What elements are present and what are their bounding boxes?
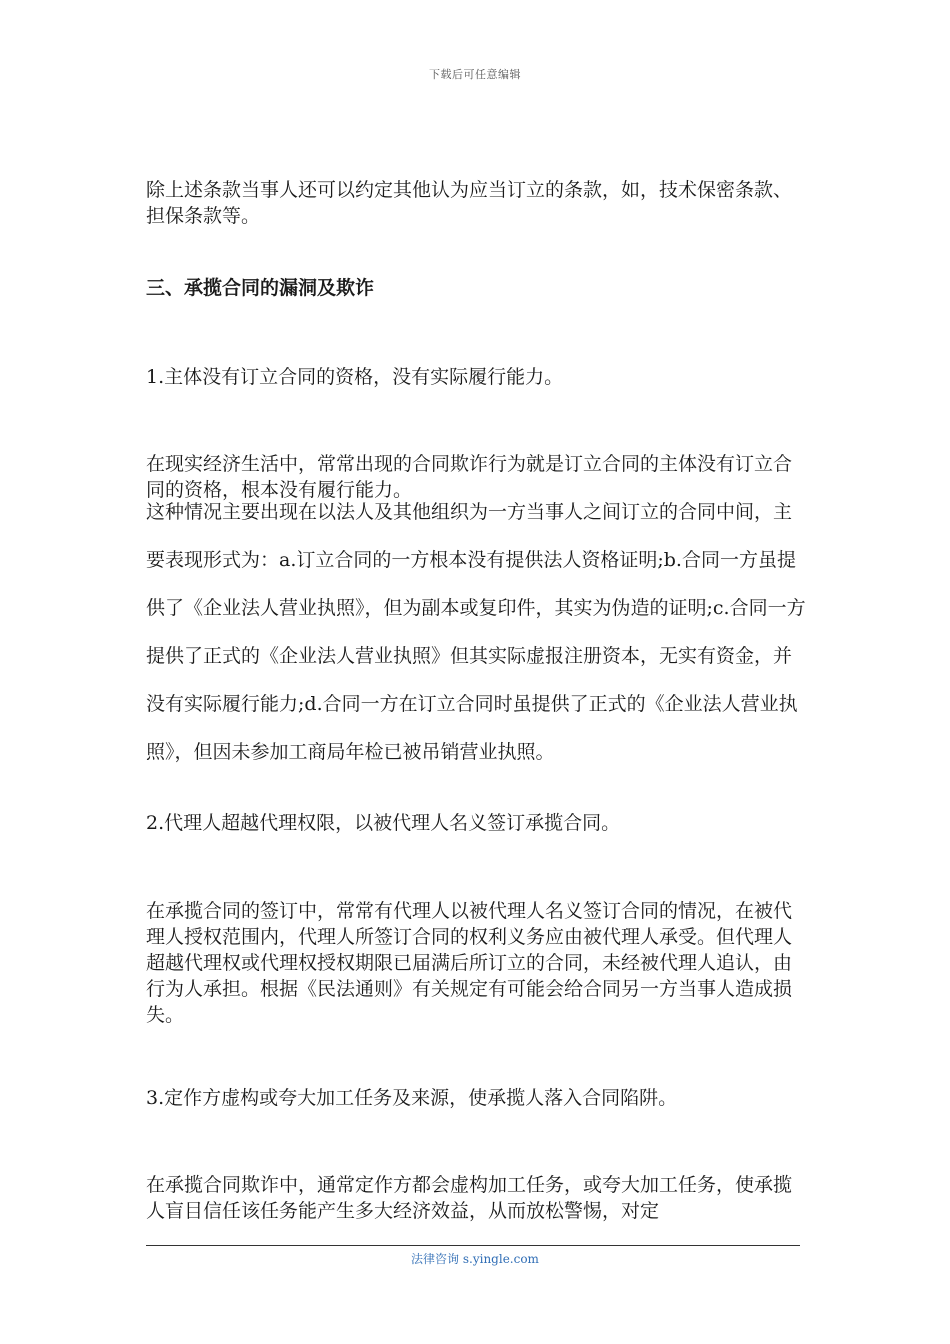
item-2-title: 2.代理人超越代理权限，以被代理人名义签订承揽合同。 <box>146 812 621 834</box>
item-1-body-b: 这种情况主要出现在以法人及其他组织为一方当事人之间订立的合同中间，主要表现形式为：a.订立合同的一方根本没有提供法人资格证明;b.合同一方虽提供了《企业法人营业执照》，但为副本或复印件，其实为伪造的证明;c.合同一方提供了正式的《企业法人营业执照》但其实际虚报注册资本，无实有资金，并没有实际履行能力;d.合同一方在订立合同时虽提供了正式的《企业法人营业执照》，但因未参加工商局年检已被吊销营业执照。 <box>146 501 806 763</box>
footer-divider <box>146 1245 800 1246</box>
item-2-body: 在承揽合同的签订中，常常有代理人以被代理人名义签订合同的情况，在被代理人授权范围内，代理人所签订合同的权利义务应由被代理人承受。但代理人超越代理权或代理权授权期限已届满后所订立的合同，未经被代理人追认，由行为人承担。根据《民法通则》有关规定有可能会给合同另一方当事人造成损失。 <box>146 900 793 1026</box>
item-3-body: 在承揽合同欺诈中，通常定作方都会虚构加工任务，或夸大加工任务，使承揽人盲目信任该任务能产生多大经济效益，从而放松警惕，对定 <box>146 1174 793 1222</box>
page-footer[interactable]: 法律咨询 s.yingle.com <box>411 1252 539 1266</box>
item-3-title: 3.定作方虚构或夸大加工任务及来源，使承揽人落入合同陷阱。 <box>146 1087 678 1109</box>
item-1-title: 1.主体没有订立合同的资格，没有实际履行能力。 <box>146 366 564 388</box>
page-header: 下载后可任意编辑 <box>429 68 521 81</box>
section-heading: 三、承揽合同的漏洞及欺诈 <box>146 277 375 299</box>
paragraph-terms: 除上述条款当事人还可以约定其他认为应当订立的条款，如，技术保密条款、担保条款等。 <box>146 179 793 227</box>
item-1-body-a: 在现实经济生活中，常常出现的合同欺诈行为就是订立合同的主体没有订立合同的资格，根本没有履行能力。 <box>146 453 793 501</box>
